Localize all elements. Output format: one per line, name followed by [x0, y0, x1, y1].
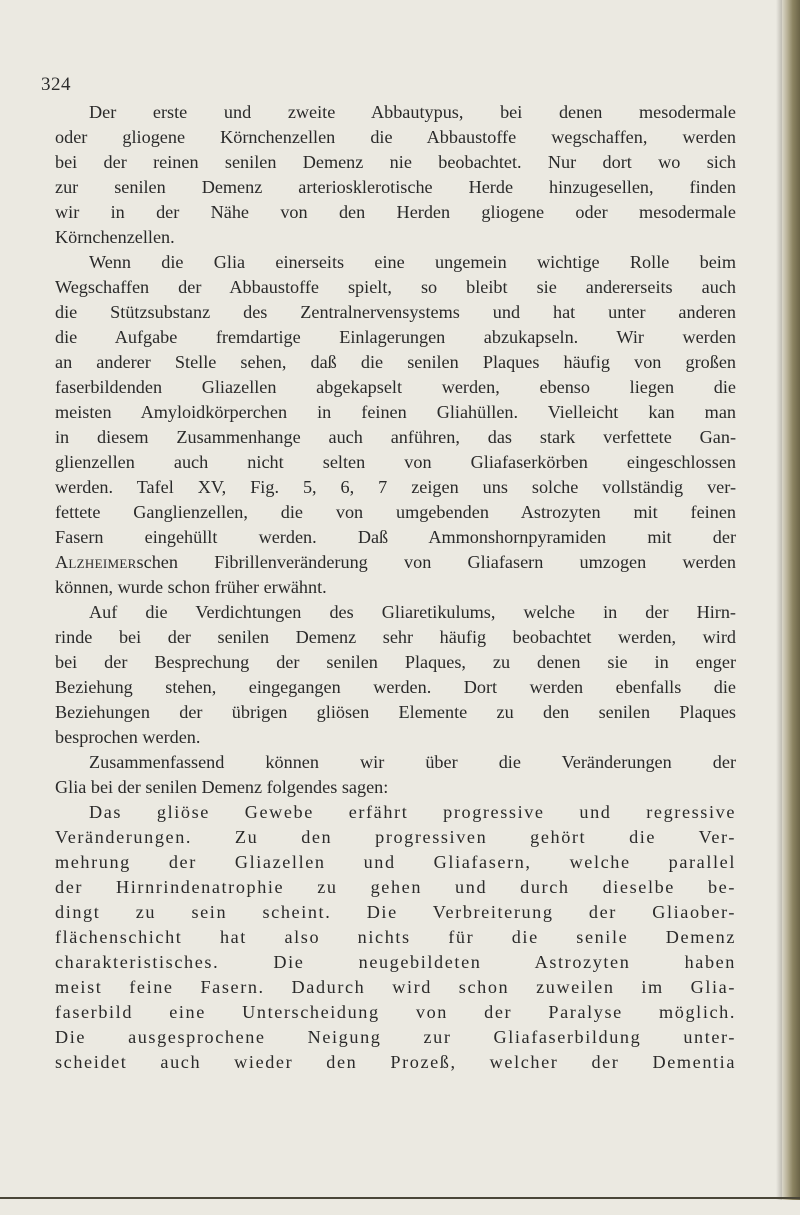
author-name: Alzheimer — [55, 552, 137, 572]
text-line — [55, 825, 736, 850]
text-line — [55, 500, 736, 525]
text-line — [55, 1025, 736, 1050]
text-fragment: die Stützsubstanz des Zentralnervensystems und hat unter anderen — [55, 302, 736, 322]
text-line — [55, 850, 736, 875]
text-line — [55, 400, 736, 425]
text-line — [55, 750, 736, 775]
text-fragment: Der erste und zweite Abbautypus, bei denen mesodermale — [89, 102, 736, 122]
text-fragment: Wegschaffen der Abbaustoffe spielt, so bleibt sie andererseits auch — [55, 277, 736, 297]
text-line — [55, 700, 736, 725]
text-fragment: Auf die Verdichtungen des Gliaretikulums, welche in der Hirn- — [89, 602, 736, 622]
text-fragment: die Aufgabe fremdartige Einlagerungen abzukapseln. Wir werden — [55, 327, 736, 347]
text-fragment: in diesem Zusammenhange auch anführen, das stark verfettete Gan- — [55, 427, 736, 447]
text-fragment: Beziehung stehen, eingegangen werden. Dort werden ebenfalls die — [55, 677, 736, 697]
text-fragment: zur senilen Demenz arteriosklerotische Herde hinzugesellen, finden — [55, 177, 736, 197]
text-fragment: dingt zu sein scheint. Die Verbreiterung der Gliaober- — [55, 902, 736, 922]
text-fragment: faserbildenden Gliazellen abgekapselt werden, ebenso liegen die — [55, 377, 736, 397]
text-fragment: Veränderungen. Zu den progressiven gehört die Ver- — [55, 827, 736, 847]
text-line — [55, 625, 736, 650]
text-line — [55, 925, 736, 950]
text-line — [55, 200, 736, 225]
text-line — [55, 600, 736, 625]
text-line — [55, 525, 736, 550]
text-fragment: mehrung der Gliazellen und Gliafasern, welche parallel — [55, 852, 736, 872]
text-line — [55, 450, 736, 475]
text-fragment: fettete Ganglienzellen, die von umgebenden Astrozyten mit feinen — [55, 502, 736, 522]
text-line — [55, 375, 736, 400]
text-line — [55, 675, 736, 700]
text-fragment: werden. Tafel XV, Fig. 5, 6, 7 zeigen uns solche vollständig ver- — [55, 477, 736, 497]
text-fragment: Zusammenfassend können wir über die Veränderungen der — [89, 752, 736, 772]
text-line — [55, 575, 736, 600]
text-line — [55, 100, 736, 125]
text-line — [55, 225, 736, 250]
text-line — [55, 425, 736, 450]
text-fragment: an anderer Stelle sehen, daß die senilen Plaques häufig von großen — [55, 352, 736, 372]
text-line — [55, 275, 736, 300]
text-fragment: flächenschicht hat also nichts für die senile Demenz — [55, 927, 736, 947]
text-fragment: wir in der Nähe von den Herden gliogene oder mesodermale — [55, 202, 736, 222]
text-fragment: charakteristisches. Die neugebildeten Astrozyten haben — [55, 952, 736, 972]
text-fragment: schen — [136, 552, 215, 572]
text-fragment: faserbild eine Unterscheidung von der Paralyse möglich. — [55, 1002, 736, 1022]
text-line — [55, 325, 736, 350]
text-line — [55, 900, 736, 925]
text-line — [55, 475, 736, 500]
text-fragment: meist feine Fasern. Dadurch wird schon zuweilen im Glia- — [55, 977, 736, 997]
text-line — [55, 125, 736, 150]
text-line — [55, 550, 736, 575]
text-fragment: Die ausgesprochene Neigung zur Gliafaserbildung unter- — [55, 1027, 736, 1047]
text-fragment: Glia bei der senilen Demenz folgendes sagen: — [55, 777, 389, 797]
text-line — [55, 175, 736, 200]
text-fragment: oder gliogene Körnchenzellen die Abbaustoffe wegschaffen, werden — [55, 127, 736, 147]
text-line — [55, 150, 736, 175]
text-line — [55, 300, 736, 325]
text-line — [55, 650, 736, 675]
text-line — [55, 875, 736, 900]
text-fragment: Wenn die Glia einerseits eine ungemein wichtige Rolle beim — [89, 252, 736, 272]
text-fragment: der Hirnrindenatrophie zu gehen und durch dieselbe be- — [55, 877, 736, 897]
text-line — [55, 975, 736, 1000]
text-line — [55, 725, 736, 750]
text-fragment: scheidet auch wieder den Prozeß, welcher der Dementia — [55, 1052, 736, 1072]
text-line — [55, 800, 736, 825]
body-text — [55, 100, 736, 1075]
text-line — [55, 950, 736, 975]
text-fragment: Beziehungen der übrigen gliösen Elemente zu den senilen Plaques — [55, 702, 736, 722]
text-fragment: Fasern eingehüllt werden. Daß Ammonshornpyramiden mit der — [55, 527, 736, 547]
text-line — [55, 1050, 736, 1075]
page-edge — [782, 0, 800, 1200]
text-fragment: bei der reinen senilen Demenz nie beobachtet. Nur dort wo sich — [55, 152, 736, 172]
text-fragment: Fibrillenveränderung von Gliafasern umzogen werden — [214, 552, 736, 572]
text-fragment: meisten Amyloidkörperchen in feinen Gliahüllen. Vielleicht kan man — [55, 402, 736, 422]
text-line — [55, 775, 736, 800]
text-fragment: Das gliöse Gewebe erfährt progressive und regressive — [89, 802, 736, 822]
text-fragment: bei der Besprechung der senilen Plaques, zu denen sie in enger — [55, 652, 736, 672]
text-fragment: besprochen werden. — [55, 727, 201, 747]
text-line — [55, 1000, 736, 1025]
text-line — [55, 250, 736, 275]
bottom-rule — [0, 1197, 800, 1199]
text-line — [55, 350, 736, 375]
text-fragment: können, wurde schon früher erwähnt. — [55, 577, 327, 597]
text-fragment: Körnchenzellen. — [55, 227, 175, 247]
text-fragment: rinde bei der senilen Demenz sehr häufig beobachtet werden, wird — [55, 627, 736, 647]
text-fragment: glienzellen auch nicht selten von Gliafaserkörben eingeschlossen — [55, 452, 736, 472]
page-number: 324 — [41, 74, 71, 95]
